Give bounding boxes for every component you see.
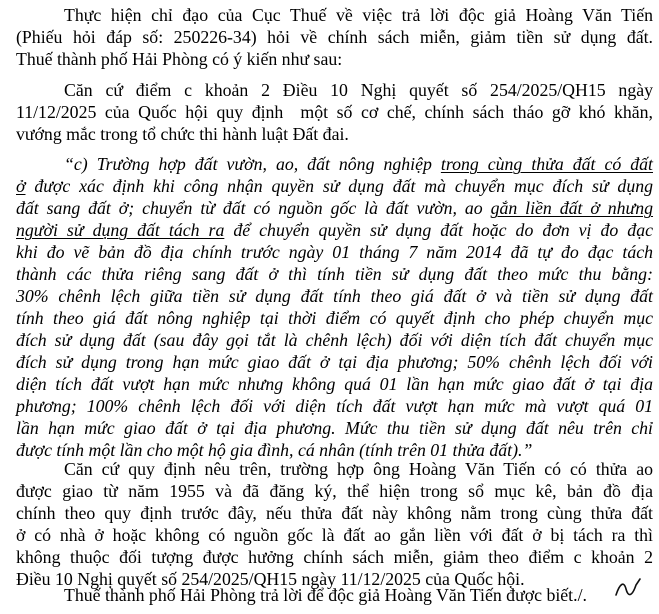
quote-line-13	[16, 417, 653, 439]
quote-text-8: tính theo giá đất nông nghiệp tại thời điểm có quyết định cho phép chuyển mục	[16, 308, 653, 328]
intro-text-2: (Phiếu hỏi đáp số: 250226-34) hỏi về chính sách miễn, giảm tiền sử dụng đất.	[16, 27, 653, 47]
basis-text-1: Căn cứ điểm c khoản 2 Điều 10 Nghị quyết số 254/2025/QH15 ngày	[64, 80, 653, 100]
closing-text: Thuế thành phố Hải Phòng trả lời để độc giả Hoàng Văn Tiến được biết./.	[64, 585, 587, 605]
conclusion-text-5: không thuộc đối tượng được hưởng chính sách miễn, giảm theo điểm c khoản 2	[16, 547, 653, 567]
conclusion-line-4	[16, 524, 653, 546]
quote-underline-3: gắn liền đất ở nhưng	[490, 198, 654, 218]
quote-line-4	[16, 219, 653, 241]
conclusion-text-6: Điều 10 Nghị quyết số 254/2025/QH15 ngày 11/12/2025 của Quốc hội.	[16, 569, 525, 589]
quote-line-3	[16, 197, 653, 219]
conclusion-text-1: Căn cứ quy định nêu trên, trường hợp ông Hoàng Văn Tiến có có thửa ao	[64, 459, 653, 479]
quote-line-8	[16, 307, 653, 329]
quote-underline-2: ở	[16, 176, 26, 196]
conclusion-text-2: được giao từ năm 1955 và đã đăng ký, thể hiện trong sổ mục kê, bản đồ địa	[16, 481, 653, 501]
conclusion-text-4: ở có nhà ở hoặc không có nguồn gốc là đất ao gắn liền với đất ở bị tách ra thì	[16, 525, 653, 545]
basis-line-2	[16, 101, 653, 123]
intro-text-1: Thực hiện chỉ đạo của Cục Thuế về việc trả lời độc giả Hoàng Văn Tiến	[64, 5, 653, 25]
quote-line-10	[16, 351, 653, 373]
conclusion-text-3: chính theo quy định trước đây, nếu thửa đất này không nằm trong cùng thửa đất	[16, 503, 653, 523]
basis-text-3: vướng mắc trong tổ chức thi hành luật Đất đai.	[16, 124, 349, 144]
quote-line-1	[16, 153, 653, 175]
quote-underline-4: người sử dụng đất tách ra	[16, 220, 225, 240]
quote-text-5: khi đo vẽ bản đồ địa chính trước ngày 01 tháng 7 năm 2014 đã tự đo đạc tách	[16, 242, 653, 262]
intro-text-3: Thuế thành phố Hải Phòng có ý kiến như sau:	[16, 49, 343, 69]
quote-line-9	[16, 329, 653, 351]
quote-text-2b: được xác định khi công nhận quyền sử dụng đất mà chuyển mục đích sử dụng	[25, 176, 653, 196]
intro-line-3	[16, 48, 653, 70]
quote-text-4b: để chuyển quyền sử dụng đất hoặc do đơn vị đo đạc	[224, 220, 653, 240]
quote-text-3a: đất sang đất ở; chuyển từ đất có nguồn gốc là đất vườn, ao	[16, 198, 491, 218]
quote-text-12: phương; 100% chênh lệch đối với diện tích đất vượt hạn mức mà vượt quá 01	[16, 396, 653, 416]
basis-text-2: 11/12/2025 của Quốc hội quy định một số cơ chế, chính sách tháo gỡ khó khăn,	[16, 102, 653, 122]
quote-line-7	[16, 285, 653, 307]
basis-line-3	[16, 123, 653, 145]
quote-line-12	[16, 395, 653, 417]
intro-line-1	[16, 4, 653, 26]
conclusion-line-2	[16, 480, 653, 502]
quote-line-6	[16, 263, 653, 285]
conclusion-line-3	[16, 502, 653, 524]
quote-line-2	[16, 175, 653, 197]
conclusion-line-5	[16, 546, 653, 568]
basis-line-1	[16, 79, 653, 101]
quote-line-5	[16, 241, 653, 263]
quote-text-9: đích sử dụng đất (sau đây gọi tắt là chênh lệch) đối với diện tích đất chuyển mục	[16, 330, 653, 350]
quote-text-10: đích sử dụng trong hạn mức giao đất ở tại địa phương; 50% chênh lệch đối với	[16, 352, 653, 372]
quote-line-11	[16, 373, 653, 395]
quote-text-13: lần hạn mức giao đất ở tại địa phương. Mức thu tiền sử dụng đất nêu trên chỉ	[16, 418, 653, 438]
quote-text-6: thành các thửa riêng sang đất ở thì tính tiền sử dụng đất theo mức thu bằng:	[16, 264, 653, 284]
quote-text-11: diện tích đất vượt hạn mức nhưng không quá 01 lần hạn mức giao đất ở tại địa	[16, 374, 653, 394]
conclusion-line-6	[16, 568, 653, 590]
quote-text-14: được tính một lần cho một hộ gia đình, cá nhân (tính trên 01 thửa đất).”	[16, 440, 533, 460]
quote-text-1a: “c) Trường hợp đất vườn, ao, đất nông nghiệp	[64, 154, 441, 174]
intro-line-2	[16, 26, 653, 48]
quote-underline-1: trong cùng thửa đất có đất	[440, 154, 653, 174]
quote-text-7: 30% chênh lệch giữa tiền sử dụng đất tính theo giá đất ở và tiền sử dụng đất	[16, 286, 653, 306]
conclusion-line-1	[16, 458, 653, 480]
